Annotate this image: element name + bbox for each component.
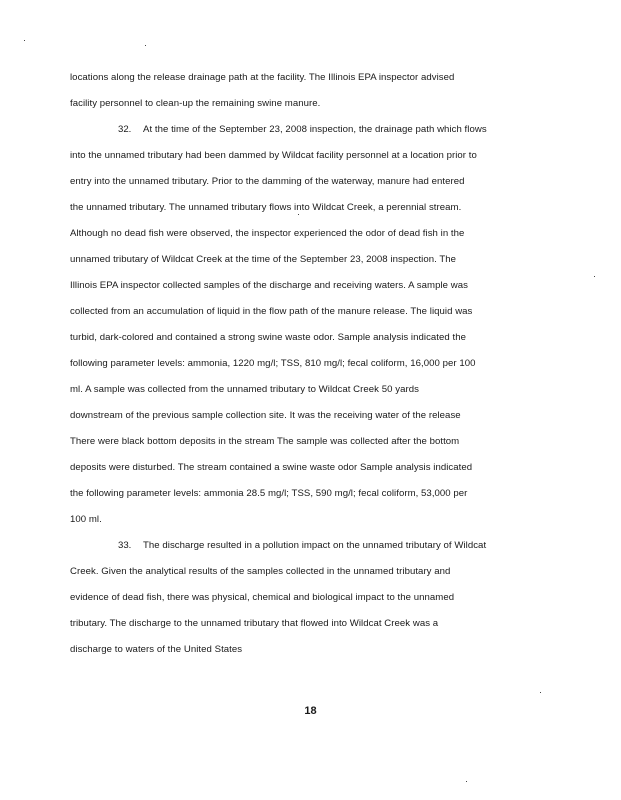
paragraph-33-line: Creek. Given the analytical results of the samples collected in the unnamed tributary and <box>70 566 451 577</box>
paragraph-33-line: tributary. The discharge to the unnamed tributary that flowed into Wildcat Creek was a <box>70 618 439 629</box>
paragraph-32-line: deposits were disturbed. The stream contained a swine waste odor Sample analysis indicated <box>70 462 473 473</box>
scan-speck <box>24 40 25 41</box>
paragraph-33-line: discharge to waters of the United States <box>70 644 243 655</box>
scan-speck <box>298 214 299 215</box>
paragraph-32-line: downstream of the previous sample collection site. It was the receiving water of the release <box>70 410 461 421</box>
page-number: 18 <box>304 705 317 717</box>
paragraph-32-line: Illinois EPA inspector collected samples of the discharge and receiving waters. A sample was <box>70 280 468 291</box>
paragraph-32-line: unnamed tributary of Wildcat Creek at the time of the September 23, 2008 inspection. The <box>70 254 457 265</box>
scan-speck <box>540 692 541 693</box>
paragraph-32-line: ml. A sample was collected from the unnamed tributary to Wildcat Creek 50 yards <box>70 384 419 395</box>
paragraph-32-line: Although no dead fish were observed, the inspector experienced the odor of dead fish in the <box>70 228 465 239</box>
paragraph-32-line: entry into the unnamed tributary. Prior to the damming of the waterway, manure had entered <box>70 176 465 187</box>
scan-speck <box>145 45 146 46</box>
scan-speck <box>466 781 467 782</box>
scan-speck <box>594 276 595 277</box>
continuation-line: locations along the release drainage path at the facility. The Illinois EPA inspector advised <box>70 72 455 83</box>
paragraph-32-first-line: At the time of the September 23, 2008 inspection, the drainage path which flows <box>143 124 487 135</box>
paragraph-32-line: following parameter levels: ammonia, 1220 mg/l; TSS, 810 mg/l; fecal coliform, 16,000 per 100 <box>70 358 476 369</box>
paragraph-number-32: 32. <box>118 124 132 135</box>
paragraph-32-line: collected from an accumulation of liquid in the flow path of the manure release. The liquid was <box>70 306 473 317</box>
paragraph-32-line: the unnamed tributary. The unnamed tributary flows into Wildcat Creek, a perennial stream. <box>70 202 462 213</box>
paragraph-32-line: turbid, dark-colored and contained a strong swine waste odor. Sample analysis indicated the <box>70 332 466 343</box>
paragraph-32-line: There were black bottom deposits in the stream The sample was collected after the bottom <box>70 436 460 447</box>
paragraph-32-line: the following parameter levels: ammonia 28.5 mg/l; TSS, 590 mg/l; fecal coliform, 53,000 per <box>70 488 468 499</box>
continuation-line: facility personnel to clean-up the remaining swine manure. <box>70 98 321 109</box>
paragraph-33-first-line: The discharge resulted in a pollution impact on the unnamed tributary of Wildcat <box>143 540 487 551</box>
paragraph-number-33: 33. <box>118 540 132 551</box>
paragraph-33-line: evidence of dead fish, there was physical, chemical and biological impact to the unnamed <box>70 592 455 603</box>
paragraph-32-line: 100 ml. <box>70 514 102 525</box>
paragraph-32-line: into the unnamed tributary had been dammed by Wildcat facility personnel at a location prior to <box>70 150 477 161</box>
